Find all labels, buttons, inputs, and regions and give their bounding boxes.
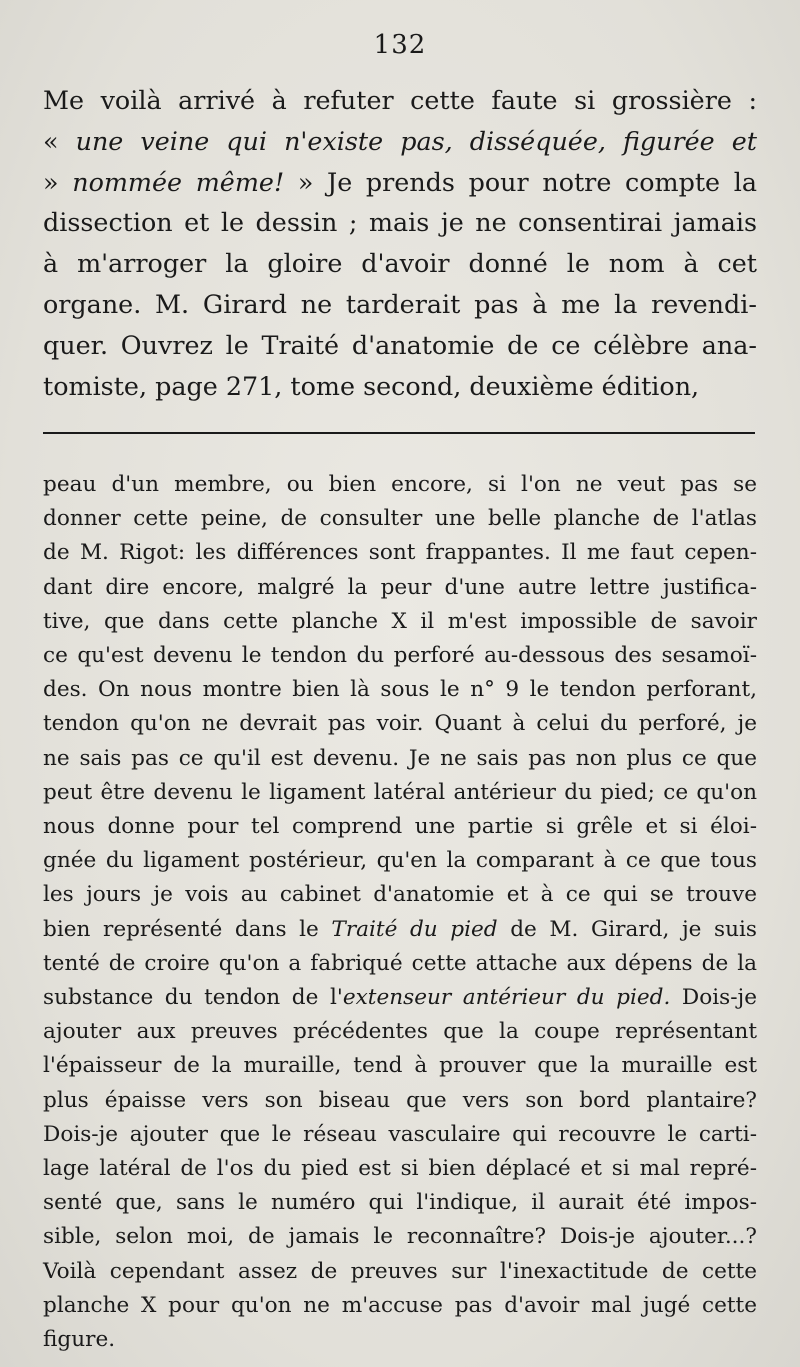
text-run: de M. Girard, je suis <box>497 916 757 942</box>
text-run: Me voilà arrivé à refuter cette faute si grossière : <box>43 85 757 115</box>
text-run: tenté de croire qu'on a fabriqué cette attache aux dépens de la <box>43 950 757 976</box>
main-text-line <box>43 243 757 284</box>
italic-text: extenseur antérieur du pied. <box>342 985 671 1011</box>
text-run: ce qu'est devenu le tendon du perforé au-dessous des sesamoï- <box>43 643 757 669</box>
footnote-text-line <box>43 1152 757 1186</box>
text-run: sible, selon moi, de jamais le reconnaître? Dois-je ajouter...? <box>43 1224 757 1250</box>
italic-text: nommée même! <box>72 166 285 197</box>
footnote-text-line <box>43 913 757 947</box>
text-run: Dois-je <box>670 985 758 1011</box>
text-run: Dois-je ajouter que le réseau vasculaire qui recouvre le carti- <box>43 1121 757 1147</box>
footnote-text-line <box>43 1255 757 1289</box>
text-run: plus épaisse vers son biseau que vers son bord plantaire? <box>43 1087 757 1113</box>
main-text-line <box>43 284 757 325</box>
footnote-text-line <box>43 468 757 502</box>
text-run: substance du tendon de l' <box>43 985 343 1011</box>
text-run: l'épaisseur de la muraille, tend à prouver que la muraille est <box>43 1053 757 1079</box>
text-run: peut être devenu le ligament latéral antérieur du pied; ce qu'on <box>43 779 757 805</box>
text-run: « <box>43 125 76 156</box>
footnote-text-line <box>43 810 757 844</box>
footnote-text-line <box>43 673 757 707</box>
italic-text: une veine qui n'existe pas, disséquée, figurée et <box>75 125 757 156</box>
text-run: donner cette peine, de consulter une belle planche de l'atlas <box>43 506 757 532</box>
text-run: ne sais pas ce qu'il est devenu. Je ne sais pas non plus ce que <box>43 745 757 771</box>
footnote-separator-rule <box>43 432 755 434</box>
footnote-text-line <box>43 1049 757 1083</box>
footnote-text-line <box>43 776 757 810</box>
footnote-text-line <box>43 981 757 1015</box>
text-run: organe. M. Girard ne tarderait pas à me la revendi- <box>43 288 757 319</box>
text-run: de M. Rigot: les différences sont frappantes. Il me faut cepen- <box>43 540 757 566</box>
footnote-text-line <box>43 742 757 776</box>
footnote-text-line <box>43 1084 757 1118</box>
footnote-text-line <box>43 605 757 639</box>
page-number: 132 <box>373 30 427 60</box>
footnote-text-block <box>43 468 757 1357</box>
footnote-text-line <box>43 639 757 673</box>
footnote-text-line <box>43 536 757 570</box>
text-run: quer. Ouvrez le Traité d'anatomie de ce célèbre ana- <box>43 329 757 360</box>
footnote-text-line <box>43 1323 757 1357</box>
footnote-text-line <box>43 502 757 536</box>
text-run: à m'arroger la gloire d'avoir donné le nom à cet <box>43 248 757 279</box>
text-run: planche X pour qu'on ne m'accuse pas d'avoir mal jugé cette <box>43 1292 757 1318</box>
text-run: » <box>43 166 73 197</box>
footnote-text-line <box>43 1118 757 1152</box>
text-run: des. On nous montre bien là sous le n° 9 le tendon perforant, <box>43 677 757 703</box>
text-run: dant dire encore, malgré la peur d'une autre lettre justifica- <box>43 574 757 600</box>
footnote-text-line <box>43 1186 757 1220</box>
text-run: ajouter aux preuves précédentes que la coupe représentant <box>43 1019 757 1045</box>
text-run: lage latéral de l'os du pied est si bien déplacé et si mal repré- <box>43 1156 757 1182</box>
footnote-text-line <box>43 707 757 741</box>
text-run: nous donne pour tel comprend une partie si grêle et si éloi- <box>43 814 757 840</box>
footnote-text-line <box>43 878 757 912</box>
text-run: dissection et le dessin ; mais je ne consentirai jamais <box>43 207 757 238</box>
footnote-text-line <box>43 1289 757 1323</box>
text-run: tive, que dans cette planche X il m'est impossible de savoir <box>43 608 757 634</box>
main-text-line <box>43 121 757 162</box>
text-run: peau d'un membre, ou bien encore, si l'on ne veut pas se <box>43 472 757 497</box>
text-run: les jours je vois au cabinet d'anatomie et à ce qui se trouve <box>43 882 757 908</box>
italic-text: Traité du pied <box>331 916 498 942</box>
text-run: bien représenté dans le <box>43 916 332 942</box>
text-run: tendon qu'on ne devrait pas voir. Quant à celui du perforé, je <box>43 711 757 737</box>
main-text-line <box>43 80 757 121</box>
main-text-line <box>43 325 757 366</box>
main-text-line <box>43 202 757 243</box>
text-run: Voilà cependant assez de preuves sur l'inexactitude de cette <box>43 1258 757 1284</box>
footnote-text-line <box>43 844 757 878</box>
footnote-text-line <box>43 1220 757 1254</box>
main-text-line <box>43 366 757 407</box>
text-run: figure. <box>43 1327 116 1353</box>
text-run: gnée du ligament postérieur, qu'en la comparant à ce que tous <box>43 848 757 874</box>
footnote-text-line <box>43 1015 757 1049</box>
footnote-text-line <box>43 947 757 981</box>
text-run: senté que, sans le numéro qui l'indique, il aurait été impos- <box>43 1190 757 1216</box>
text-run: » Je prends pour notre compte la <box>284 166 758 197</box>
main-text-line <box>43 162 757 203</box>
text-run: tomiste, page 271, tome second, deuxième édition, <box>43 370 700 401</box>
footnote-text-line <box>43 571 757 605</box>
main-text-block <box>43 80 757 406</box>
